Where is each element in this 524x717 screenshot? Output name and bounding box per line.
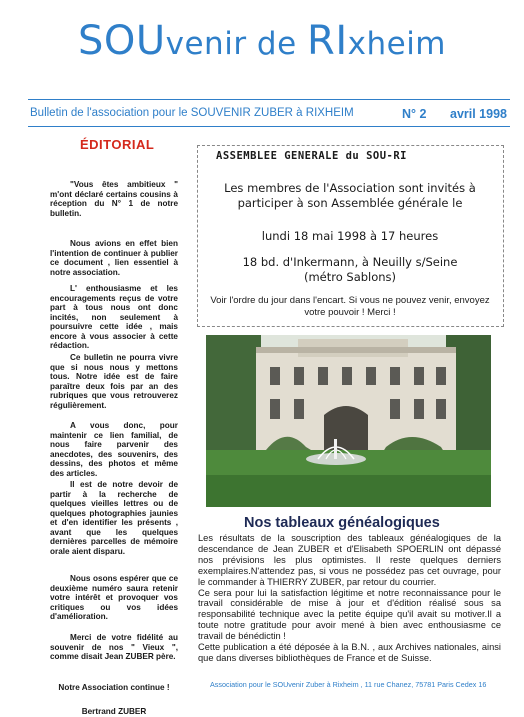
subheader — [30, 107, 510, 119]
editorial-closing: Notre Association continue ! — [58, 683, 170, 692]
subheader-text: Bulletin de l'association pour le SOUVENIR ZUBER à RIXHEIM — [30, 107, 354, 119]
assembly-date: lundi 18 mai 1998 à 17 heures — [261, 229, 439, 243]
masthead-part-2: venir de — [165, 26, 308, 62]
assembly-note: Voir l'ordre du jour dans l'encart. Si vous ne pouvez venir, envoyez votre pouvoir ! Merci ! — [210, 295, 490, 318]
editorial-signature: Bertrand ZUBER — [81, 707, 147, 716]
issue-date: avril 1998 — [450, 107, 507, 121]
editorial-heading: ÉDITORIAL — [80, 137, 155, 152]
editorial-paragraph: Nous osons espérer que ce deuxième numéro saura retenir votre intérêt et provoquer vos critiques ou vos idées d'amélioration. — [50, 574, 178, 621]
bottom-rule — [28, 126, 510, 127]
article-paragraph: Cette publication a été déposée à la B.N. , aux Archives nationales, ainsi que dans diverses bibliothèques de France et de Suisse. — [198, 642, 501, 663]
assembly-address: 18 bd. d'Inkermann, à Neuilly s/Seine — [242, 255, 458, 269]
editorial-paragraph: Ce bulletin ne pourra vivre que si nous nous y mettons tous. Notre idée est de faire paraître deux fois par an des rubriques que vous retrouverez régulièrement. — [50, 353, 178, 410]
assembly-title: ASSEMBLEE GENERALE du SOU-RI — [216, 150, 408, 162]
masthead-part-4: xheim — [347, 26, 447, 62]
article-title: Nos tableaux généalogiques — [244, 515, 440, 531]
top-rule — [28, 99, 510, 100]
footer-address: Association pour le SOUvenir Zuber à Rixheim , 11 rue Chanez, 75781 Paris Cedex 16 — [210, 680, 487, 689]
masthead-part-3: RI — [307, 18, 348, 64]
article-paragraph: Les résultats de la souscription des tableaux généalogiques de la descendance de Jean ZUBER et d'Elisabeth SPOERLIN ont dépassé nos prévisions les plus optimistes. Il reste quelques derniers exemplaires.N'attendez pas, si vous ne possédez pas cet ouvrage, pour le commander à THIERRY ZUBER, par retour du courrier. — [198, 533, 501, 587]
editorial-paragraph: L' enthousiasme et les encouragements reçus de votre part à tous nous ont donc incités, non seulement à poursuivre cette idée , mais encore à vous associer à cette rédaction. — [50, 284, 178, 350]
editorial-paragraph: Il est de notre devoir de partir à la recherche de quelques vieilles lettres ou de quelques photographies jaunies et d'en identifier les présents , avant que les quelques dernières parcelles de mémoire orale aient disparu. — [50, 480, 178, 556]
assembly-metro: (métro Sablons) — [303, 270, 397, 284]
article-paragraph: Ce sera pour lui la satisfaction légitime et notre reconnaissance pour le travail considérable de mise à jour et d'édition réalisé sous sa responsabilité technique avec la petite équipe qu'il avait su motiver.Il a toute notre gratitude pour avoir mené à bien avec enthousiasme ce travail de bénédictin ! — [198, 587, 501, 642]
editorial-paragraph: "Vous êtes ambitieux " m'ont déclaré certains cousins à réception du N° 1 de notre bulletin. — [50, 180, 178, 218]
article-body — [198, 533, 501, 664]
editorial-paragraph: A vous donc, pour maintenir ce lien familial, de nous faire parvenir des anecdotes, des souvenirs, des dessins, des photos et même des articles. — [50, 421, 178, 478]
masthead-title — [0, 18, 524, 64]
assembly-intro: Les membres de l'Association sont invités à participer à son Assemblée générale le — [224, 181, 476, 210]
editorial-paragraph: Merci de votre fidélité au souvenir de nos " Vieux ", comme disait Jean ZUBER père. — [50, 633, 178, 661]
issue-number: N° 2 — [402, 107, 427, 121]
building-photo — [206, 335, 491, 507]
masthead-part-1: SOU — [77, 18, 166, 64]
editorial-paragraph: Nous avions en effet bien l'intention de continuer à publier ce document , lien essentiel à notre association. — [50, 239, 178, 277]
